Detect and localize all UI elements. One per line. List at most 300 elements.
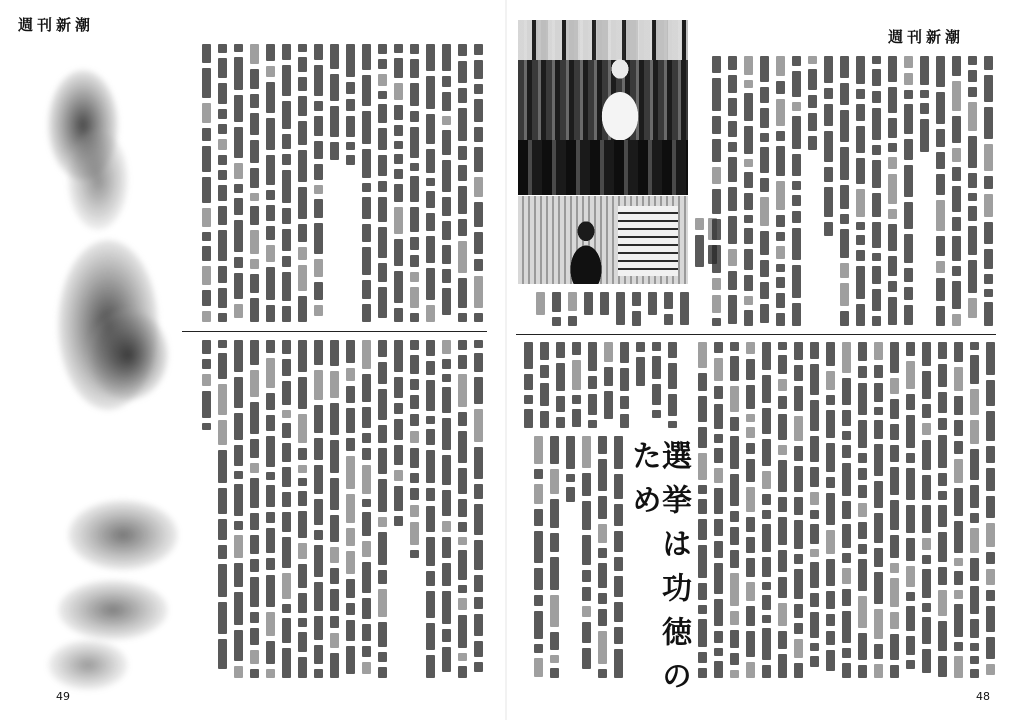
text-column xyxy=(522,342,534,428)
text-glyph-run xyxy=(984,107,993,139)
lower-left-text-block xyxy=(518,342,678,428)
text-glyph-run xyxy=(266,528,275,553)
text-glyph-run xyxy=(890,378,899,394)
text-glyph-run xyxy=(582,501,591,530)
text-glyph-run xyxy=(730,670,739,678)
text-glyph-run xyxy=(632,311,641,326)
text-glyph-run xyxy=(762,628,771,660)
text-glyph-run xyxy=(552,292,561,312)
text-glyph-run xyxy=(984,249,993,269)
text-glyph-run xyxy=(810,436,819,462)
text-glyph-run xyxy=(714,541,723,558)
text-glyph-run xyxy=(218,340,227,348)
text-glyph-run xyxy=(712,78,721,111)
text-glyph-run xyxy=(938,590,947,616)
text-glyph-run xyxy=(568,316,577,326)
text-glyph-run xyxy=(218,519,227,540)
text-glyph-run xyxy=(250,650,259,664)
text-glyph-run xyxy=(250,370,259,397)
text-glyph-run xyxy=(730,417,739,431)
text-glyph-run xyxy=(346,646,355,674)
text-glyph-run xyxy=(362,304,371,322)
text-column xyxy=(966,56,978,326)
text-glyph-run xyxy=(730,342,739,351)
text-glyph-run xyxy=(984,194,993,217)
text-glyph-run xyxy=(234,521,243,530)
text-glyph-run xyxy=(524,395,533,404)
text-glyph-run xyxy=(776,181,785,210)
text-glyph-run xyxy=(394,154,403,164)
text-glyph-run xyxy=(458,146,467,160)
text-glyph-run xyxy=(968,70,977,82)
text-glyph-run xyxy=(744,159,753,167)
text-glyph-run xyxy=(282,381,291,405)
text-glyph-run xyxy=(744,193,753,210)
text-glyph-run xyxy=(474,575,483,592)
text-glyph-run xyxy=(266,558,275,570)
text-glyph-run xyxy=(712,245,721,273)
text-glyph-run xyxy=(890,634,899,660)
text-glyph-run xyxy=(362,512,371,536)
text-glyph-run xyxy=(266,205,275,221)
text-glyph-run xyxy=(824,222,833,236)
text-glyph-run xyxy=(346,528,355,546)
text-glyph-run xyxy=(314,101,323,111)
smudge xyxy=(58,580,168,640)
text-glyph-run xyxy=(568,292,577,311)
text-glyph-run xyxy=(250,478,259,508)
text-glyph-run xyxy=(362,280,371,299)
text-glyph-run xyxy=(234,666,243,678)
text-glyph-run xyxy=(874,420,883,439)
text-glyph-run xyxy=(330,403,339,435)
text-column xyxy=(696,342,708,678)
text-glyph-run xyxy=(842,342,851,373)
text-glyph-run xyxy=(250,559,259,572)
text-glyph-run xyxy=(746,427,755,438)
text-glyph-run xyxy=(938,435,947,468)
text-glyph-run xyxy=(282,44,291,60)
text-glyph-run xyxy=(776,56,785,76)
text-glyph-run xyxy=(808,56,817,64)
text-glyph-run xyxy=(712,167,721,184)
text-glyph-run xyxy=(762,615,771,623)
text-glyph-run xyxy=(218,545,227,559)
text-column xyxy=(886,56,898,326)
text-glyph-run xyxy=(728,187,737,211)
text-glyph-run xyxy=(728,249,737,266)
text-glyph-run xyxy=(698,396,707,422)
text-glyph-run xyxy=(378,91,387,99)
text-column xyxy=(264,340,276,678)
text-glyph-run xyxy=(346,551,355,574)
text-glyph-run xyxy=(524,409,533,428)
text-glyph-run xyxy=(426,429,435,445)
text-glyph-run xyxy=(394,271,403,303)
text-glyph-run xyxy=(458,44,467,56)
text-glyph-run xyxy=(984,274,993,284)
text-glyph-run xyxy=(298,618,307,627)
text-column xyxy=(580,436,592,678)
text-glyph-run xyxy=(410,355,419,374)
text-glyph-run xyxy=(556,363,565,391)
text-column xyxy=(598,292,610,326)
text-glyph-run xyxy=(266,340,275,353)
text-glyph-run xyxy=(550,436,559,464)
text-glyph-run xyxy=(970,643,979,651)
text-glyph-run xyxy=(652,410,661,418)
text-column xyxy=(408,340,420,678)
text-glyph-run xyxy=(842,553,851,563)
text-glyph-run xyxy=(572,360,581,390)
text-glyph-run xyxy=(298,511,307,538)
text-column xyxy=(728,342,740,678)
text-glyph-run xyxy=(776,81,785,94)
text-glyph-run xyxy=(330,106,339,137)
text-glyph-run xyxy=(218,109,227,119)
text-glyph-run xyxy=(698,605,707,614)
text-glyph-run xyxy=(346,368,355,381)
text-glyph-run xyxy=(746,517,755,532)
text-glyph-run xyxy=(888,256,897,276)
text-glyph-run xyxy=(714,468,723,483)
text-glyph-run xyxy=(778,497,787,512)
text-glyph-run xyxy=(282,443,291,462)
text-glyph-run xyxy=(792,116,801,149)
text-column xyxy=(870,56,882,326)
text-glyph-run xyxy=(552,317,561,326)
text-glyph-run xyxy=(458,219,467,236)
text-glyph-run xyxy=(714,386,723,399)
text-glyph-run xyxy=(474,313,483,322)
text-glyph-run xyxy=(426,44,435,71)
text-glyph-run xyxy=(298,77,307,91)
text-glyph-run xyxy=(986,590,995,601)
page-number-left: 49 xyxy=(56,690,70,703)
text-glyph-run xyxy=(954,642,963,651)
page-number-right: 48 xyxy=(976,690,990,703)
text-glyph-run xyxy=(234,57,243,90)
text-column xyxy=(936,342,948,678)
text-glyph-run xyxy=(762,524,771,552)
text-glyph-run xyxy=(458,468,467,494)
text-glyph-run xyxy=(614,557,623,571)
text-glyph-run xyxy=(920,103,929,114)
text-glyph-run xyxy=(808,95,817,108)
text-glyph-run xyxy=(442,490,451,516)
text-glyph-run xyxy=(762,342,771,370)
text-glyph-run xyxy=(778,517,787,545)
text-glyph-run xyxy=(218,58,227,78)
text-glyph-run xyxy=(266,118,275,150)
text-glyph-run xyxy=(810,492,819,505)
text-glyph-run xyxy=(346,456,355,489)
text-glyph-run xyxy=(218,44,227,53)
text-glyph-run xyxy=(856,89,865,99)
text-column xyxy=(312,44,324,322)
text-glyph-run xyxy=(314,340,323,365)
text-glyph-run xyxy=(442,591,451,624)
text-glyph-run xyxy=(362,197,371,219)
text-glyph-run xyxy=(922,538,931,550)
text-column xyxy=(582,292,594,326)
text-glyph-run xyxy=(394,516,403,526)
text-glyph-run xyxy=(904,56,913,68)
text-glyph-run xyxy=(218,124,227,134)
text-column xyxy=(934,56,946,326)
text-glyph-run xyxy=(298,265,307,291)
text-glyph-run xyxy=(970,558,979,581)
text-glyph-run xyxy=(250,402,259,434)
text-glyph-run xyxy=(534,595,543,606)
text-glyph-run xyxy=(952,266,961,276)
text-glyph-run xyxy=(922,423,931,435)
text-glyph-run xyxy=(776,146,785,176)
text-glyph-run xyxy=(826,559,835,586)
text-glyph-run xyxy=(314,370,323,400)
text-glyph-run xyxy=(728,271,737,290)
text-glyph-run xyxy=(840,185,849,209)
text-glyph-run xyxy=(906,636,915,655)
text-glyph-run xyxy=(234,340,243,372)
text-column xyxy=(856,342,868,678)
text-column xyxy=(968,342,980,678)
text-glyph-run xyxy=(410,395,419,409)
text-glyph-run xyxy=(426,506,435,532)
text-glyph-run xyxy=(728,216,737,244)
text-glyph-run xyxy=(314,530,323,540)
text-glyph-run xyxy=(794,520,803,549)
text-glyph-run xyxy=(776,99,785,126)
text-glyph-run xyxy=(874,444,883,476)
text-glyph-run xyxy=(920,119,929,152)
text-glyph-run xyxy=(266,472,275,480)
text-glyph-run xyxy=(598,631,607,664)
text-glyph-run xyxy=(714,648,723,656)
text-glyph-run xyxy=(250,463,259,473)
text-glyph-run xyxy=(330,589,339,611)
text-glyph-run xyxy=(840,229,849,258)
text-glyph-run xyxy=(968,87,977,97)
text-glyph-run xyxy=(282,306,291,322)
text-glyph-run xyxy=(410,488,419,500)
text-glyph-run xyxy=(762,494,771,505)
text-glyph-run xyxy=(856,189,865,217)
text-glyph-run xyxy=(842,463,851,496)
text-glyph-run xyxy=(202,103,211,123)
text-glyph-run xyxy=(712,116,721,134)
text-column xyxy=(744,342,756,678)
text-glyph-run xyxy=(266,358,275,388)
text-column xyxy=(596,436,608,678)
text-glyph-run xyxy=(410,379,419,390)
text-glyph-run xyxy=(218,170,227,180)
text-glyph-run xyxy=(760,260,769,277)
text-column xyxy=(248,340,260,678)
text-glyph-run xyxy=(698,619,707,647)
text-glyph-run xyxy=(298,632,307,652)
text-column xyxy=(548,436,560,678)
text-glyph-run xyxy=(762,595,771,610)
text-glyph-run xyxy=(556,342,565,358)
right-page xyxy=(508,0,1017,720)
text-glyph-run xyxy=(922,440,931,470)
text-glyph-run xyxy=(762,375,771,403)
text-glyph-run xyxy=(410,550,419,558)
text-glyph-run xyxy=(556,417,565,428)
text-glyph-run xyxy=(250,340,259,365)
text-glyph-run xyxy=(778,631,787,649)
text-glyph-run xyxy=(874,548,883,567)
text-glyph-run xyxy=(378,479,387,512)
text-glyph-run xyxy=(282,423,291,438)
text-glyph-run xyxy=(330,371,339,398)
text-glyph-run xyxy=(936,129,945,147)
text-glyph-run xyxy=(346,408,355,433)
text-glyph-run xyxy=(362,224,371,242)
text-glyph-run xyxy=(298,543,307,559)
text-glyph-run xyxy=(266,575,275,607)
text-glyph-run xyxy=(314,65,323,96)
text-glyph-run xyxy=(566,436,575,469)
text-glyph-run xyxy=(938,567,947,585)
text-glyph-run xyxy=(410,448,419,468)
text-glyph-run xyxy=(378,104,387,123)
text-glyph-run xyxy=(362,340,371,369)
text-glyph-run xyxy=(746,582,755,601)
text-glyph-run xyxy=(888,118,897,138)
text-glyph-run xyxy=(426,305,435,322)
text-glyph-run xyxy=(234,377,243,408)
text-glyph-run xyxy=(474,147,483,172)
text-glyph-run xyxy=(652,384,661,405)
text-glyph-run xyxy=(550,595,559,627)
text-glyph-run xyxy=(776,246,785,259)
text-column xyxy=(630,292,642,326)
text-glyph-run xyxy=(744,296,753,305)
text-glyph-run xyxy=(362,374,371,402)
text-glyph-run xyxy=(744,249,753,270)
text-glyph-run xyxy=(776,131,785,141)
text-glyph-run xyxy=(712,189,721,214)
text-glyph-run xyxy=(858,468,867,480)
text-glyph-run xyxy=(810,593,819,607)
text-column xyxy=(854,56,866,326)
text-glyph-run xyxy=(776,293,785,308)
text-glyph-run xyxy=(298,564,307,588)
text-glyph-run xyxy=(984,75,993,102)
text-glyph-run xyxy=(426,178,435,186)
text-glyph-run xyxy=(858,596,867,628)
text-glyph-run xyxy=(730,611,739,625)
text-glyph-run xyxy=(760,147,769,173)
text-glyph-run xyxy=(714,404,723,429)
text-column xyxy=(712,342,724,678)
text-glyph-run xyxy=(874,609,883,639)
text-glyph-run xyxy=(728,98,737,116)
text-glyph-run xyxy=(874,664,883,678)
speaker-figure xyxy=(566,218,606,284)
text-glyph-run xyxy=(906,538,915,561)
text-glyph-run xyxy=(410,127,419,158)
text-glyph-run xyxy=(872,253,881,261)
text-glyph-run xyxy=(442,387,451,413)
text-glyph-run xyxy=(744,56,753,75)
text-glyph-run xyxy=(378,340,387,357)
text-glyph-run xyxy=(378,589,387,617)
text-glyph-run xyxy=(346,155,355,165)
text-glyph-run xyxy=(906,415,915,448)
text-glyph-run xyxy=(760,108,769,128)
text-glyph-run xyxy=(314,199,323,218)
text-glyph-run xyxy=(648,292,657,315)
text-glyph-run xyxy=(970,528,979,553)
text-glyph-run xyxy=(906,606,915,631)
text-glyph-run xyxy=(282,154,291,165)
text-glyph-run xyxy=(856,126,865,153)
text-column xyxy=(950,56,962,326)
text-glyph-run xyxy=(314,438,323,460)
text-glyph-run xyxy=(970,513,979,523)
text-column xyxy=(440,44,452,322)
text-glyph-run xyxy=(906,361,915,389)
text-glyph-run xyxy=(330,74,339,101)
smudge xyxy=(48,640,128,690)
text-glyph-run xyxy=(922,569,931,598)
text-glyph-run xyxy=(938,656,947,677)
text-glyph-run xyxy=(746,342,755,354)
text-glyph-run xyxy=(202,208,211,227)
text-glyph-run xyxy=(598,609,607,626)
text-column xyxy=(614,292,626,326)
text-glyph-run xyxy=(778,379,787,391)
text-glyph-run xyxy=(842,431,851,440)
text-column xyxy=(550,292,562,326)
text-glyph-run xyxy=(314,645,323,664)
text-column xyxy=(472,44,484,322)
text-glyph-run xyxy=(920,90,929,98)
right-mid-text-block xyxy=(518,292,690,326)
text-glyph-run xyxy=(712,278,721,290)
text-glyph-run xyxy=(442,521,451,532)
text-glyph-run xyxy=(874,644,883,659)
text-glyph-run xyxy=(874,513,883,543)
text-glyph-run xyxy=(968,206,977,221)
article-headline: 選挙は功徳のため xyxy=(626,440,691,704)
text-glyph-run xyxy=(362,75,371,106)
text-glyph-run xyxy=(330,616,339,628)
text-glyph-run xyxy=(218,155,227,165)
text-glyph-run xyxy=(614,602,623,622)
text-column xyxy=(904,342,916,678)
text-glyph-run xyxy=(986,342,995,375)
text-glyph-run xyxy=(698,342,707,368)
text-glyph-run xyxy=(282,256,291,267)
text-glyph-run xyxy=(218,602,227,634)
text-glyph-run xyxy=(968,102,977,131)
text-glyph-run xyxy=(298,44,307,52)
text-glyph-run xyxy=(394,239,403,266)
text-glyph-run xyxy=(938,392,947,413)
text-glyph-run xyxy=(840,83,849,105)
text-glyph-run xyxy=(410,431,419,443)
text-glyph-run xyxy=(410,207,419,232)
text-glyph-run xyxy=(234,563,243,587)
text-glyph-run xyxy=(952,281,961,309)
text-glyph-run xyxy=(632,292,641,306)
text-glyph-run xyxy=(936,278,945,301)
text-glyph-run xyxy=(986,411,995,441)
